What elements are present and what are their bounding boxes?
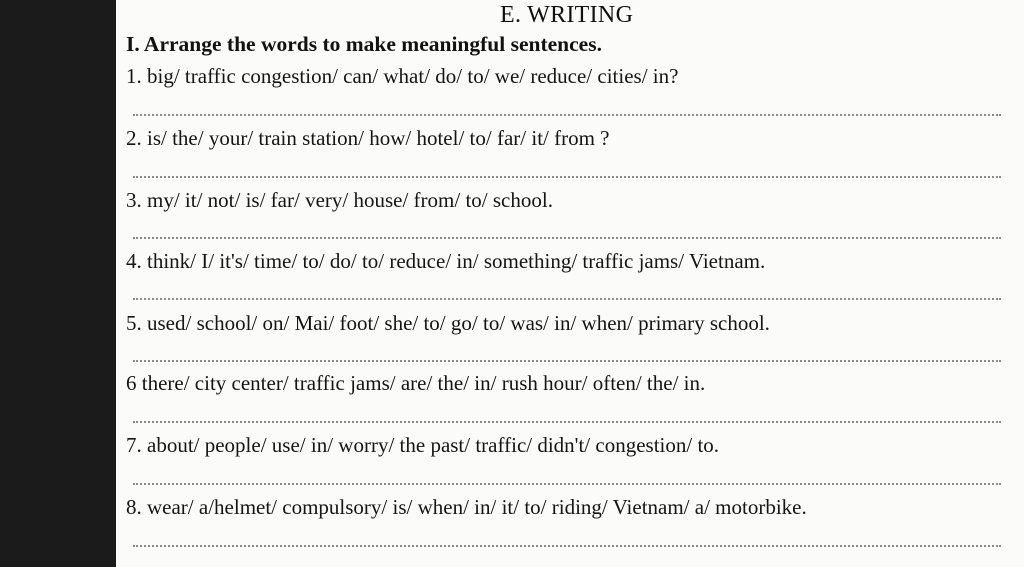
answer-line-6[interactable] [133,421,1001,423]
answer-line-4[interactable] [133,298,1001,300]
exercise-item-1: 1. big/ traffic congestion/ can/ what/ do/ to/ we/ reduce/ cities/ in? [126,64,679,88]
answer-line-1[interactable] [133,114,1001,116]
answer-line-5[interactable] [133,360,1001,362]
exercise-item-8: 8. wear/ a/helmet/ compulsory/ is/ when/ in/ it/ to/ riding/ Vietnam/ a/ motorbike. [126,495,807,519]
exercise-item-2: 2. is/ the/ your/ train station/ how/ hotel/ to/ far/ it/ from ? [126,126,610,150]
exercise-heading: I. Arrange the words to make meaningful sentences. [126,32,602,56]
exercise-item-5: 5. used/ school/ on/ Mai/ foot/ she/ to/ go/ to/ was/ in/ when/ primary school. [126,311,770,335]
exercise-item-6: 6 there/ city center/ traffic jams/ are/ the/ in/ rush hour/ often/ the/ in. [126,371,706,395]
answer-line-2[interactable] [133,176,1001,178]
answer-line-7[interactable] [133,483,1001,485]
answer-line-8[interactable] [133,545,1001,547]
section-title: E. WRITING [500,2,634,28]
exercise-item-7: 7. about/ people/ use/ in/ worry/ the past/ traffic/ didn't/ congestion/ to. [126,433,720,457]
left-dark-panel [0,0,116,567]
exercise-item-3: 3. my/ it/ not/ is/ far/ very/ house/ from/ to/ school. [126,188,553,212]
exercise-item-4: 4. think/ I/ it's/ time/ to/ do/ to/ reduce/ in/ something/ traffic jams/ Vietnam. [126,249,766,273]
answer-line-3[interactable] [133,237,1001,239]
